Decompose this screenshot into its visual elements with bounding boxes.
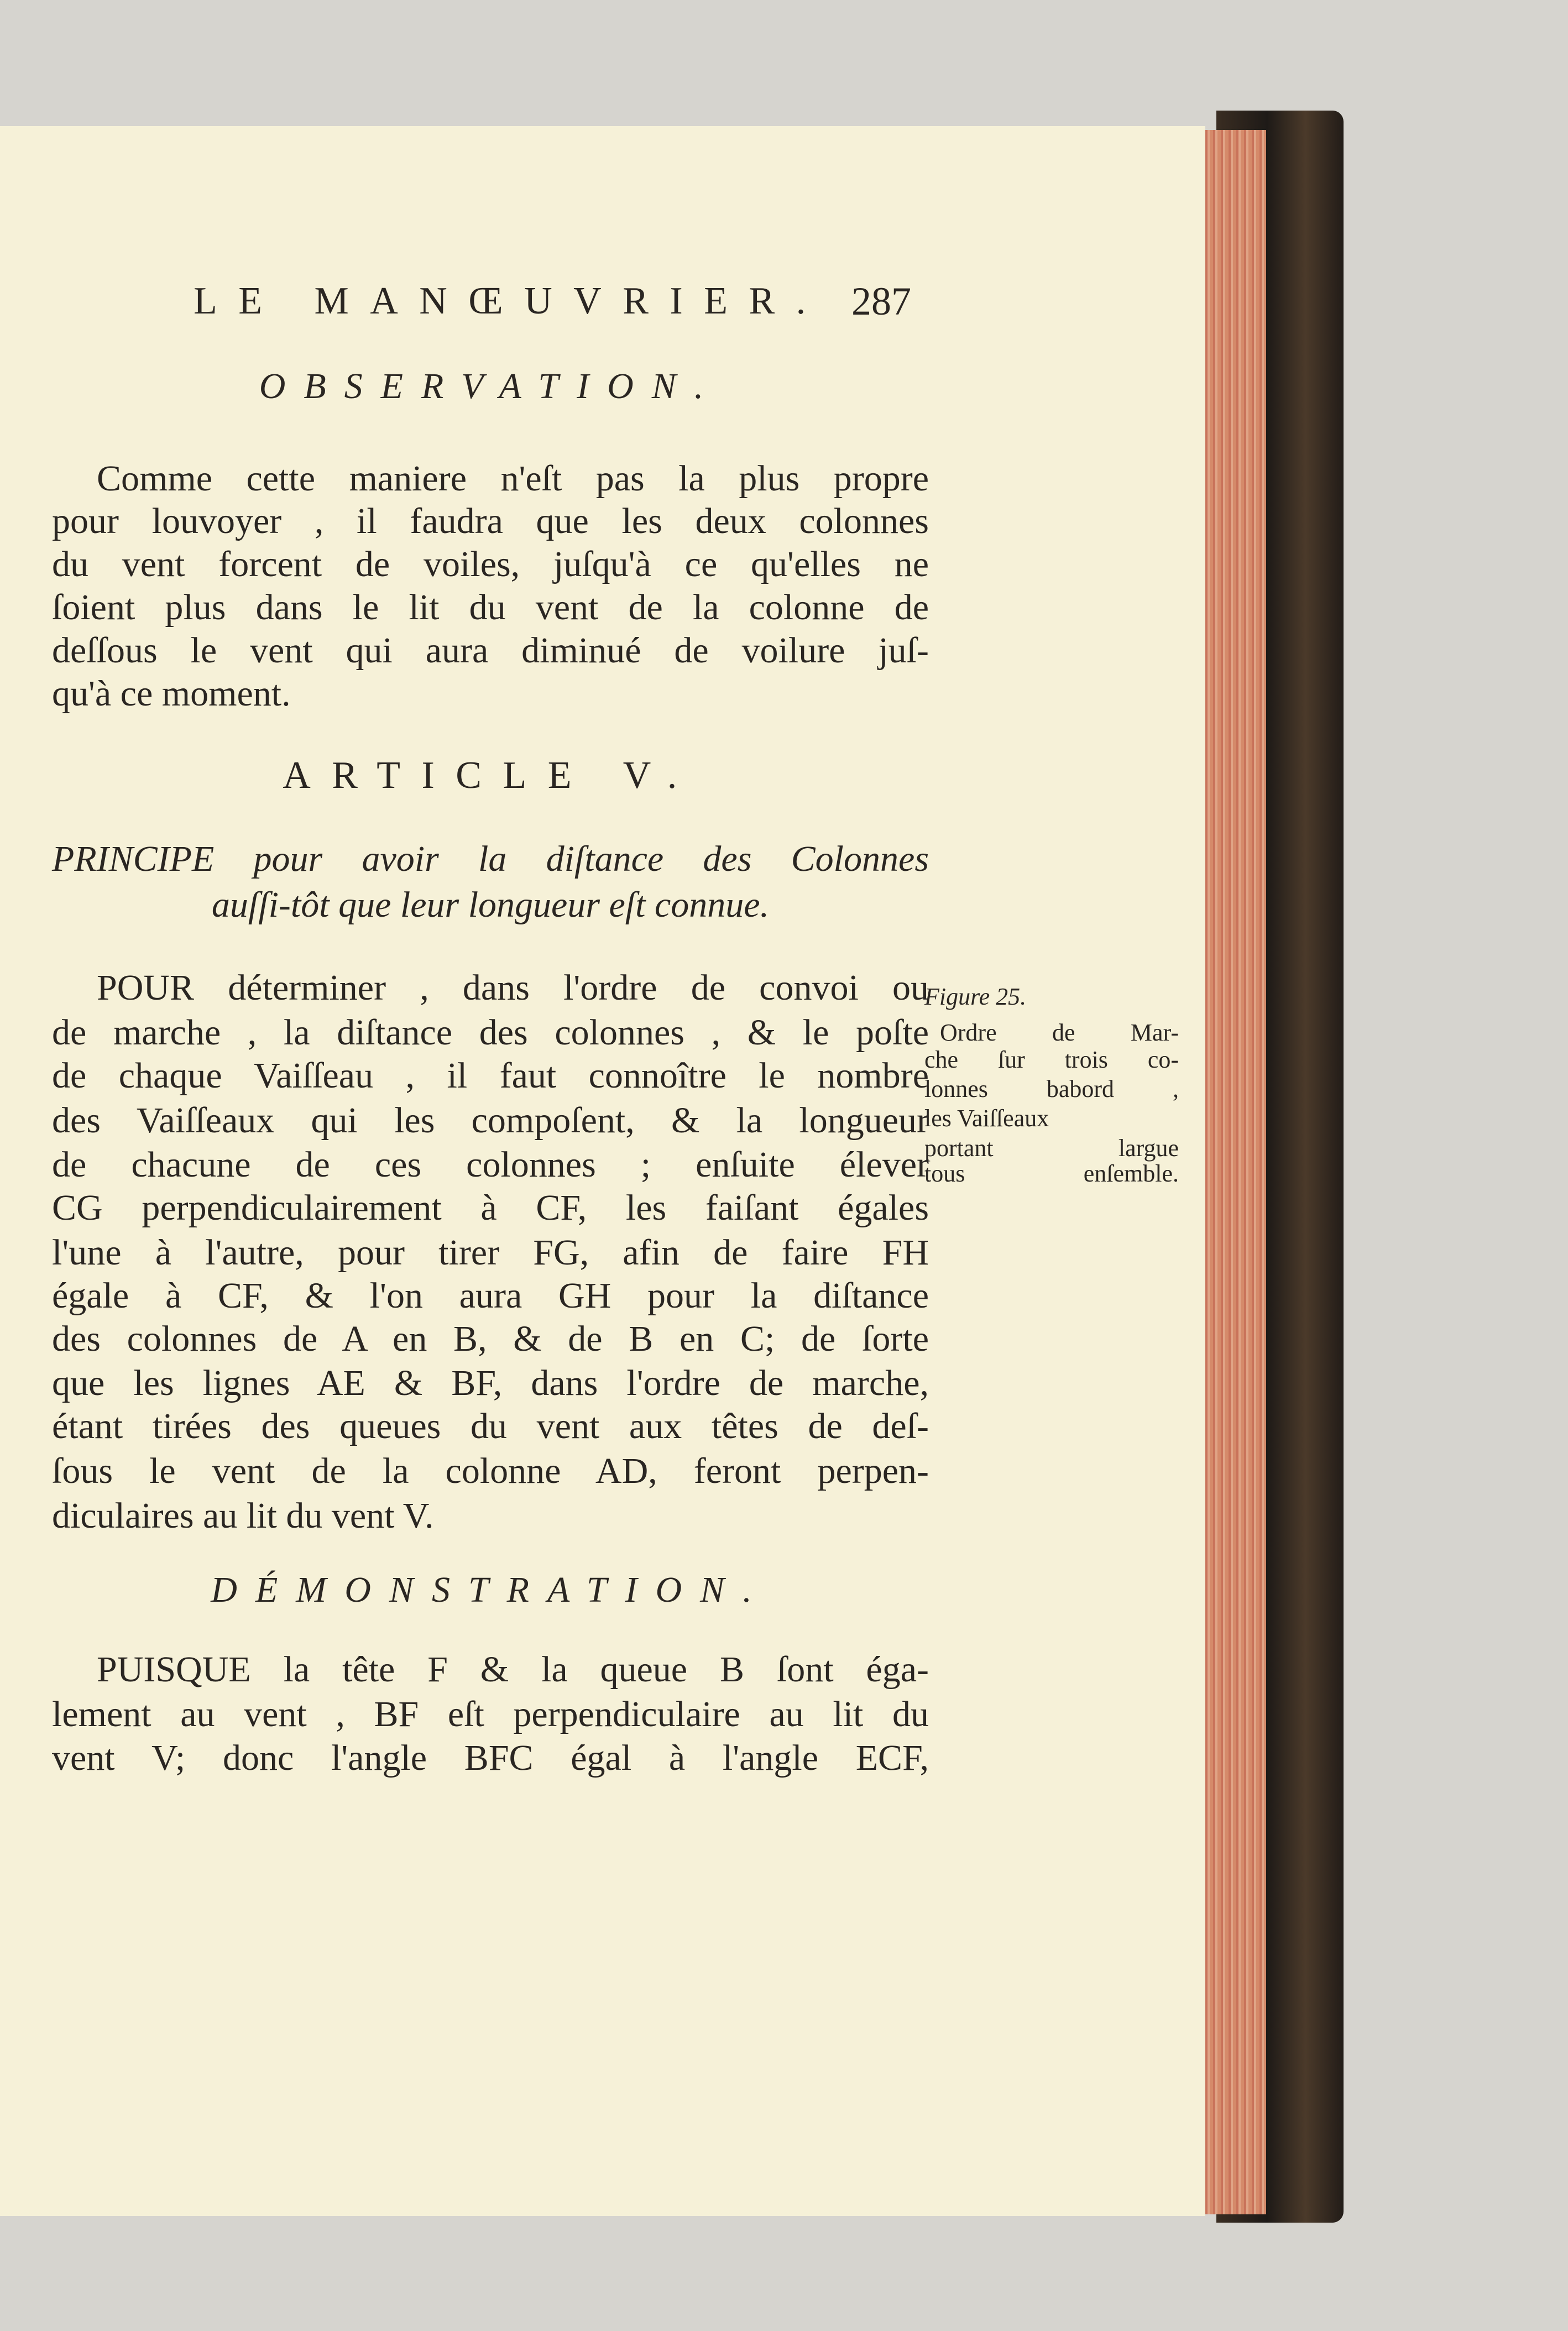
margin-note-line: lonnes babord ,	[924, 1075, 1179, 1102]
figure-reference: Figure 25.	[924, 983, 1027, 1010]
text-line: de marche , la diſtance des colonnes , & le poſte	[52, 1012, 929, 1053]
text-line: l'une à l'autre, pour tirer FG, afin de faire FH	[52, 1232, 929, 1273]
text-line: étant tirées des queues du vent aux têtes de deſ-	[52, 1406, 929, 1446]
margin-note-line: che ſur trois co-	[924, 1046, 1179, 1073]
text-line: vent V; donc l'angle BFC égal à l'angle ECF,	[52, 1738, 929, 1778]
margin-note-line: les Vaiſſeaux	[924, 1105, 1049, 1132]
text-line: de chaque Vaiſſeau , il faut connoître le nombre	[52, 1055, 929, 1096]
text-line: égale à CF, & l'on aura GH pour la diſtance	[52, 1276, 929, 1316]
text-line: lement au vent , BF eſt perpendiculaire au lit du	[52, 1694, 929, 1734]
page-number: 287	[851, 279, 911, 323]
article-heading: ARTICLE V.	[283, 754, 698, 797]
margin-note-line: Ordre de Mar-	[940, 1019, 1179, 1046]
text-line: PUISQUE la tête F & la queue B ſont éga-	[97, 1649, 929, 1690]
text-line: qu'à ce moment.	[52, 673, 291, 714]
text-line: diculaires au lit du vent V.	[52, 1496, 434, 1536]
text-line: des colonnes de A en B, & de B en C; de ſorte	[52, 1319, 929, 1359]
margin-note-line: tous enſemble.	[924, 1160, 1179, 1187]
text-line: ſous le vent de la colonne AD, feront perpen-	[52, 1451, 929, 1491]
text-line: POUR déterminer , dans l'ordre de convoi ou	[97, 968, 929, 1008]
text-line: des Vaiſſeaux qui les compoſent, & la longueur	[52, 1100, 929, 1141]
margin-note-line: portant largue	[924, 1135, 1179, 1162]
principle-line: PRINCIPE pour avoir la diſtance des Colonnes	[52, 839, 929, 879]
demonstration-heading: DÉMONSTRATION.	[211, 1570, 770, 1610]
principle-line: auſſi-tôt que leur longueur eſt connue.	[211, 885, 770, 925]
text-line: que les lignes AE & BF, dans l'ordre de marche,	[52, 1363, 929, 1403]
text-line: Comme cette maniere n'eſt pas la plus propre	[97, 458, 929, 499]
text-line: CG perpendiculairement à CF, les faiſant égales	[52, 1188, 929, 1228]
text-line: pour louvoyer , il faudra que les deux colonnes	[52, 501, 929, 541]
text-line: de chacune de ces colonnes ; enſuite élever	[52, 1144, 929, 1185]
text-line: du vent forcent de voiles, juſqu'à ce qu'elles ne	[52, 544, 929, 584]
observation-heading: OBSERVATION.	[259, 366, 722, 406]
text-line: ſoient plus dans le lit du vent de la colonne de	[52, 587, 929, 628]
text-line: deſſous le vent qui aura diminué de voilure juſ-	[52, 630, 929, 671]
running-title: LE MANŒUVRIER.	[194, 280, 827, 322]
